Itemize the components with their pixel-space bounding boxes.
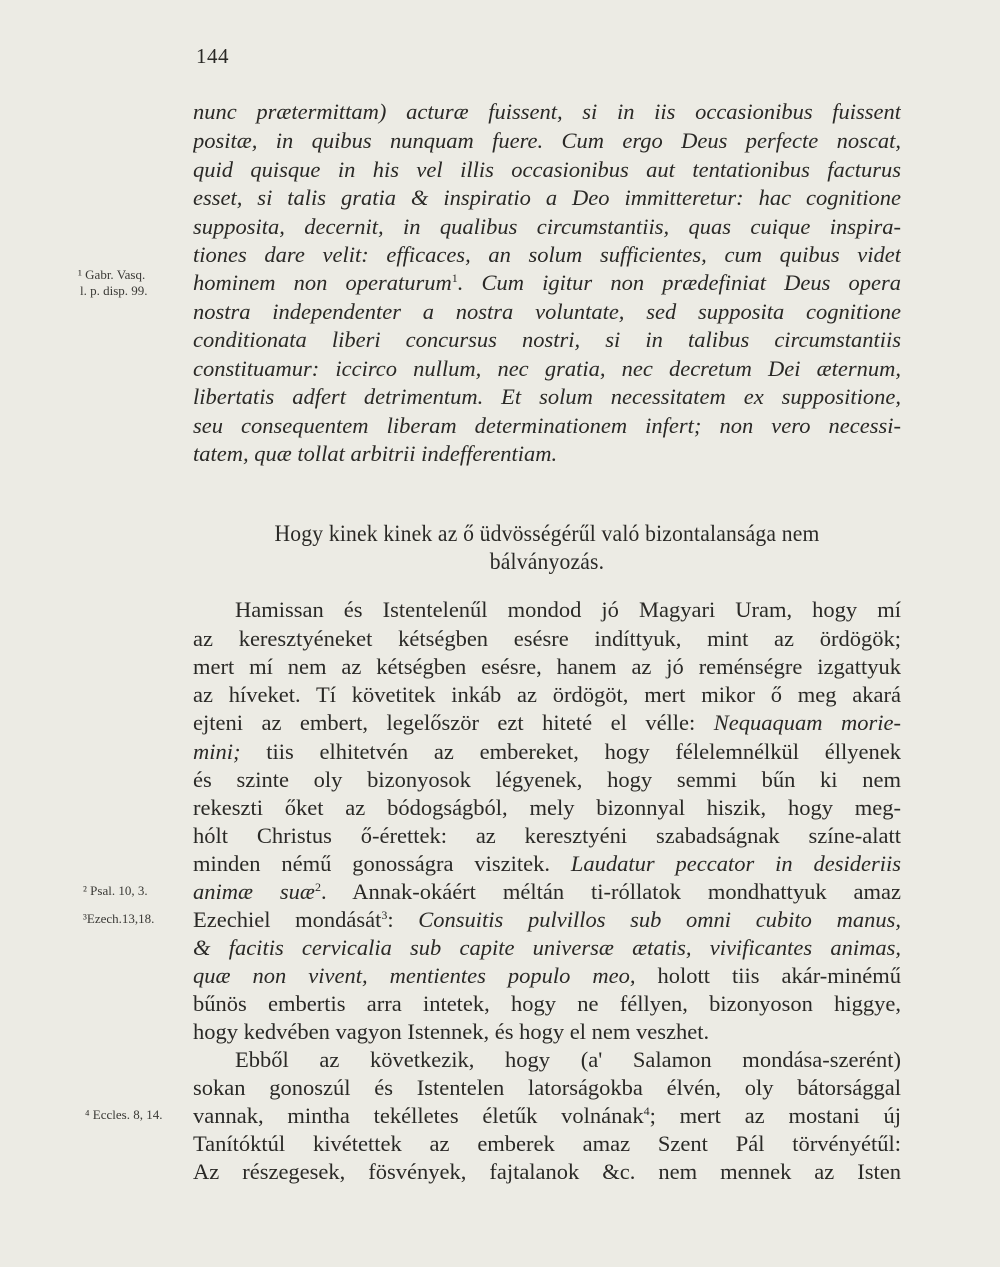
latin-line: supposita, decernit, in qualibus circumstantiis, quas cuique inspira- [193,214,901,239]
page-number: 144 [196,44,229,68]
body-segment: tiis elhitetvén az embereket, hogy félelemnélkül éllyenek [240,739,901,764]
body-segment: vannak, mintha tekélletes életűk volnának [193,1103,644,1128]
latin-line: positæ, in quibus nunquam fuere. Cum ergo Deus perfecte noscat, [193,128,901,153]
latin-quote: Consuitis pulvillos sub omni cubito manus, [418,907,901,932]
body-line [193,905,901,934]
margin-note-text: Psal. 10, 3. [90,883,148,898]
body-line: sokan gonoszúl és Istentelen latorságokba élvén, oly bátorsággal [193,1075,901,1100]
latin-line: quid quisque in his vel illis occasionibus aut tentationibus facturus [193,157,901,182]
margin-note-1 [78,267,145,282]
latin-line: seu consequentem liberam determinationem infert; non vero necessi- [193,413,901,438]
body-segment: Ezechiel mondását [193,907,382,932]
margin-note-2 [83,883,148,898]
latin-segment: . Cum igitur non prædefiniat Deus opera [457,270,901,295]
section-heading-line1: Hogy kinek kinek az ő üdvösségérűl való bizontalansága nem [274,521,820,547]
body-line [193,1101,901,1130]
margin-note-3 [83,911,154,926]
margin-note-mark: ² [83,883,87,898]
body-line: & facitis cervicalia sub capite universæ ætatis, vivificantes animas, [193,935,901,960]
latin-quote: Nequaquam morie- [713,710,901,735]
latin-line: tatem, quæ tollat arbitrii indefferentiam. [193,441,558,466]
latin-quote: quæ non vivent, mentientes populo meo, [193,963,636,988]
body-line: mert mí nem az kétségben esésre, hanem az jó reménségre izgattyuk [193,654,901,679]
footnote-mark: 2 [314,880,321,894]
latin-line: libertatis adfert detrimentum. Et solum necessitatem ex suppositione, [193,384,901,409]
body-segment: holott tiis akár-minémű [635,963,901,988]
margin-note-1-cont: l. p. disp. 99. [80,283,148,298]
latin-line [193,268,901,297]
body-line: rekeszti őket az bódogságból, mely bizonnyal hiszik, hogy meg- [193,795,901,820]
body-line: az híveket. Tí követitek inkáb az ördögöt, mert mikor ő meg akará [193,682,901,707]
latin-quote: Laudatur peccator in desideriis [570,851,901,876]
body-segment: ejteni az embert, legelőször ezt hiteté el vélle: [193,710,696,735]
latin-quote: animæ suæ [193,879,315,904]
body-line: Az részegesek, fösvények, fajtalanok &c. nem mennek az Isten [193,1159,901,1184]
body-line: hólt Christus ő-érettek: az keresztyéni szabadságnak színe-alatt [193,823,901,848]
margin-note-mark: ⁴ [85,1107,90,1122]
margin-note-text: Gabr. Vasq. [85,267,146,282]
latin-segment: hominem non operaturum [193,270,452,295]
body-line: bűnös embertis arra intetek, hogy ne féllyen, bizonyoson higgye, [193,991,901,1016]
margin-note-text: Eccles. 8, 14. [92,1107,163,1122]
latin-line: nunc prætermittam) acturæ fuissent, si in iis occasionibus fuissent [193,99,901,124]
body-line [193,849,901,878]
latin-line: conditionata liberi concursus nostri, si in talibus circumstantiis [193,327,901,352]
margin-note-mark: ³ [83,911,87,926]
margin-note-mark: ¹ [78,267,82,282]
body-segment: ; mert az mostani új [649,1103,901,1128]
body-segment: : [387,907,419,932]
body-line: az keresztyéneket kétségben esésre indíttyuk, mint az ördögök; [193,626,901,651]
latin-quote: mini; [193,739,241,764]
footnote-mark: 4 [643,1104,650,1118]
latin-line: nostra independenter a nostra voluntate, sed supposita cognitione [193,299,901,324]
body-line [193,708,901,737]
body-line: Hamissan és Istentelenűl mondod jó Magyari Uram, hogy mí [235,597,901,622]
latin-line: esset, si talis gratia & inspiratio a Deo immitteretur: hac cognitione [193,185,901,210]
latin-line: constituamur: iccirco nullum, nec gratia, nec decretum Dei æternum, [193,356,901,381]
body-line [193,737,901,766]
body-segment: minden némű gonosságra viszitek. [193,851,550,876]
body-line: Tanítóktúl kivétettek az emberek amaz Szent Pál törvényétűl: [193,1131,901,1156]
margin-note-4 [85,1107,162,1122]
section-heading-line2: bálványozás. [489,549,605,575]
footnote-mark: 1 [451,271,458,285]
body-line: Ebből az következik, hogy (a' Salamon mondása-szerént) [235,1047,901,1072]
body-segment: . Annak-okáért méltán ti-róllatok mondhattyuk amaz [320,879,901,904]
body-line: hogy kedvében vagyon Istennek, és hogy el nem veszhet. [193,1019,710,1044]
margin-note-text: Ezech.13,18. [86,911,155,926]
footnote-mark: 3 [381,908,388,922]
body-line: és szinte oly bizonyosok légyenek, hogy semmi bűn ki nem [193,767,901,792]
body-line [193,877,901,906]
latin-line: tiones dare velit: efficaces, an solum sufficientes, cum quibus videt [193,242,901,267]
body-line [193,961,901,990]
